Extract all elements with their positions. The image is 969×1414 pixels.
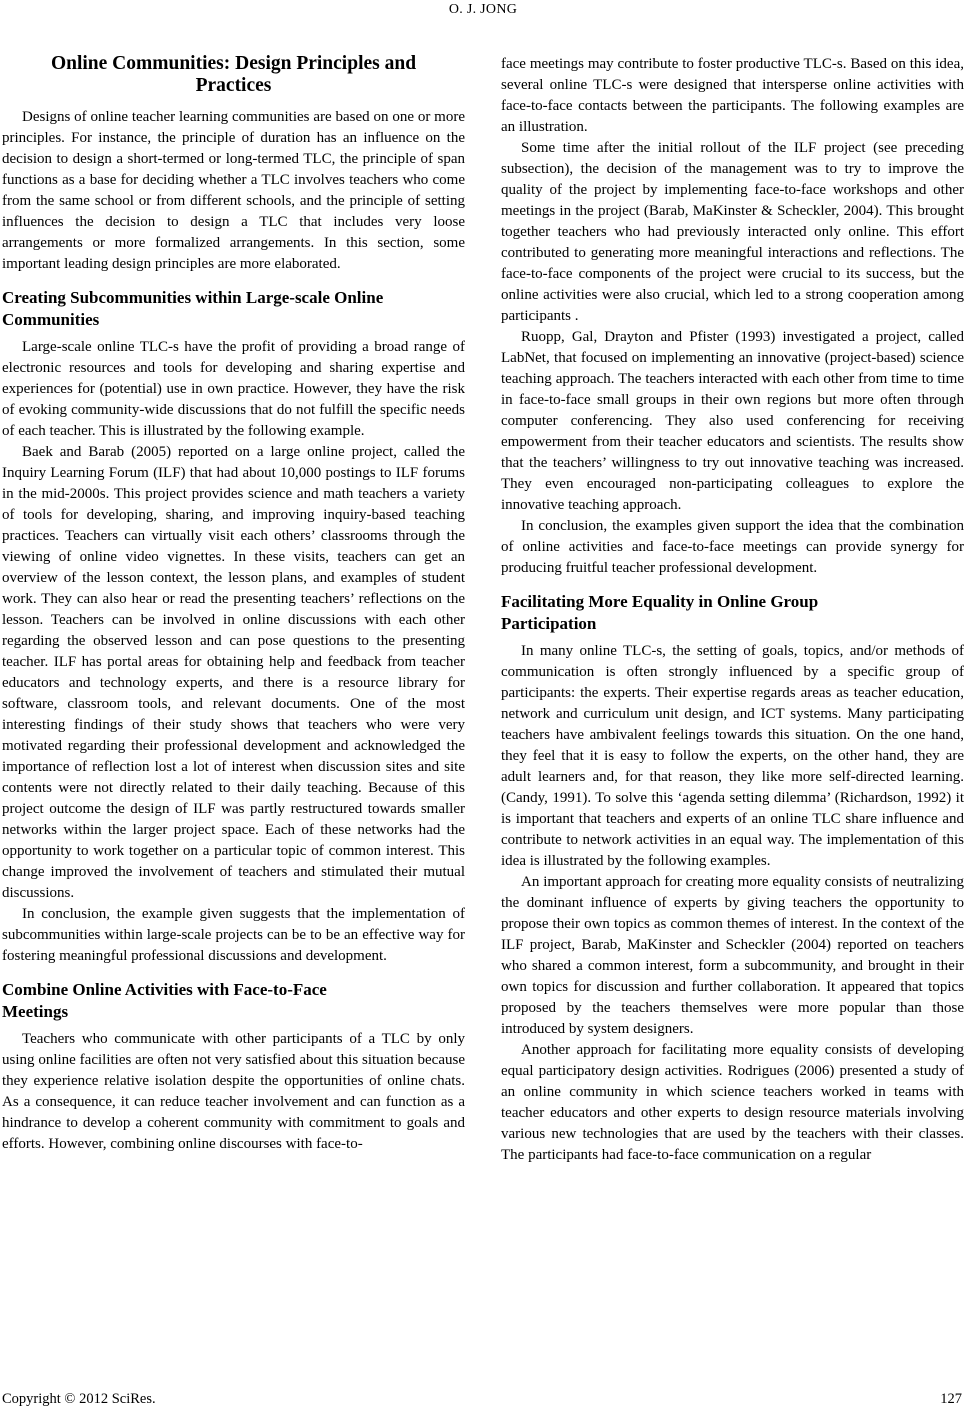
section-heading-line: Creating Subcommunities within Large-scale Online xyxy=(2,288,384,307)
section-heading-combine-online-activities xyxy=(2,979,465,1022)
paragraph-face-meetings-continuation: face meetings may contribute to foster productive TLC-s. Based on this idea, several online TLC-s were designed that intersperse online activities with face-to-face contacts between the participants. The following examples are an illustration. xyxy=(501,56,964,135)
section-heading-line: Facilitating More Equality in Online Group xyxy=(501,592,819,611)
section-heading-line: Combine Online Activities with Face-to-Face xyxy=(2,980,327,999)
section-heading-facilitating-equality xyxy=(501,591,964,634)
paragraph-large-scale-tlc: Large-scale online TLC-s have the profit of providing a broad range of electronic resources and tools for developing and sharing expertise and experiences for (potential) use in own practice. However, they have the risk of evoking community-wide discussions that do not fulfill the specific needs of each teacher. This is illustrated by the following example. xyxy=(2,339,465,439)
running-head-text: O. J. JONG xyxy=(448,2,518,17)
section-heading-line: Participation xyxy=(501,613,597,633)
section-heading-line: Meetings xyxy=(2,1001,69,1021)
page-footer xyxy=(2,1391,962,1408)
right-column xyxy=(501,18,964,1166)
paragraph-teachers-communicate: Teachers who communicate with other participants of a TLC by only using online facilities are often not very satisfied about this situation because they experience relative isolation despite the opportunities of online chats. As a consequence, it can reduce teacher involvement and can function as a hindrance to develop a coherent community with commitment to goals and efforts. However, combining online discourses with face-to- xyxy=(2,1031,465,1152)
running-head xyxy=(2,2,964,18)
section-heading-creating-subcommunities xyxy=(2,287,465,330)
left-column xyxy=(2,18,465,1155)
paragraph-ruopp-labnet: Ruopp, Gal, Drayton and Pfister (1993) investigated a project, called LabNet, that focused on implementing an innovative (project-based) science teaching approach. The teachers interacted with each other from time to time in face-to-face small groups in their own regions but more often through computer conferencing. They also used conferencing for receiving empowerment from their teacher educators and scientists. The results show that the teachers’ willingness to try out innovative teaching was increased. They even encouraged non-participating colleagues to explore the innovative teaching approach. xyxy=(501,329,964,513)
paragraph-design-principles: Designs of online teacher learning communities are based on one or more principles. For instance, the principle of duration has an influence on the decision to design a short-termed or long-termed TLC, the principle of span functions as a base for deciding whether a TLC involves teachers who come from the same school or from different schools, and the principle of setting influences the decision to design a TLC that includes very loose arrangements or more formalized arrangements. In this section, some important leading design principles are more elaborated. xyxy=(2,109,465,272)
paragraph-another-approach: Another approach for facilitating more equality consists of developing equal participatory design activities. Rodrigues (2006) presented a study of an online community in which science teachers worked in teams with teacher educators and other experts to design resource materials involving various new technologies that are used by the teachers with their classes. The participants had face-to-face communication on a regular xyxy=(501,1042,964,1163)
copyright-notice: Copyright © 2012 SciRes. xyxy=(2,1391,156,1407)
paragraph-ilf-rollout: Some time after the initial rollout of the ILF project (see preceding subsection), the decision of the management was to try to improve the quality of the project by implementing face-to-face workshops and other meetings in the project (Barab, MaKinster & Scheckler, 2004). This brought together teachers who had previously interacted only online. This effort contributed to generating more meaningful interactions and reflections. The face-to-face components of the project were crucial to its success, but the online activities were also crucial, which led to a strong cooperation among participants . xyxy=(501,140,964,324)
paragraph-conclusion-subcommunities: In conclusion, the example given suggests that the implementation of subcommunities within large-scale projects can be to be an effective way for fostering meaningful professional discussions and development. xyxy=(2,906,465,964)
paragraph-baek-barab-ilf: Baek and Barab (2005) reported on a large online project, called the Inquiry Learning Forum (ILF) that had about 10,000 postings to ILF forums in the mid-2000s. This project provides science and math teachers a variety of tools for developing, sharing, and improving inquiry-based teaching practices. Teachers can virtually visit each others’ classrooms through the viewing of online video vignettes. In these visits, teachers can get an overview of the lesson context, the lesson plans, and examples of student work. They can also hear or read the presenting teachers’ reflections on the lesson. Teachers can be involved in online discussions with each other regarding the observed lesson and can pose questions to the presenting teacher. ILF has portal areas for obtaining help and feedback from teacher educators and technology experts, and there is a resource library for software, classroom tools, and relevant documents. One of the most interesting findings of their study shows that teachers who were very motivated regarding their professional development and acknowledged the importance of reflection lost a lot of interest when discussion sites and site contents were not directly related to their daily teaching. Because of this project outcome the design of ILF was partly restructured towards smaller networks within the larger project space. Each of these networks had the opportunity to work together on a particular topic of common interest. This change improved the involvement of teachers and stimulated their mutual discussions. xyxy=(2,444,465,901)
paragraph-experts-influence: In many online TLC-s, the setting of goals, topics, and/or methods of communication is often strongly influenced by a specific group of participants: the experts. Their expertise regards areas as teacher education, network and curriculum unit design, and ICT systems. Many participating teachers have ambivalent feelings towards this situation. On the one hand, they feel that it is easy to follow the experts, on the other hand, they are adult learners and, for that reason, they like more self-directed learning. (Candy, 1991). To solve this ‘agenda setting dilemma’ (Richardson, 1992) it is important that teachers and experts of an online TLC share influence and contribute to network activities in an equal way. The implementation of this idea is illustrated by the following examples. xyxy=(501,643,964,869)
article-title xyxy=(2,53,465,97)
paragraph-conclusion-combination: In conclusion, the examples given support the idea that the combination of online activities and face-to-face meetings can provide synergy for producing fruitful teacher professional development. xyxy=(501,518,964,576)
page-number: 127 xyxy=(940,1391,962,1407)
article-title-line-2: Practices xyxy=(195,75,272,96)
section-heading-line: Communities xyxy=(2,309,100,329)
article-title-line-1: Online Communities: Design Principles and xyxy=(50,53,417,74)
paragraph-important-approach: An important approach for creating more equality consists of neutralizing the dominant influence of experts by giving teachers the opportunity to propose their own topics as common themes of interest. In the context of the ILF project, Barab, MaKinster and Scheckler (2004) reported on teachers who shared a common interest, form a subcommunity, and brought in their own topics for discussion and further collaboration. It appeared that topics proposed by the teachers themselves were more popular than those introduced by system designers. xyxy=(501,874,964,1037)
two-column-layout xyxy=(2,18,964,1166)
